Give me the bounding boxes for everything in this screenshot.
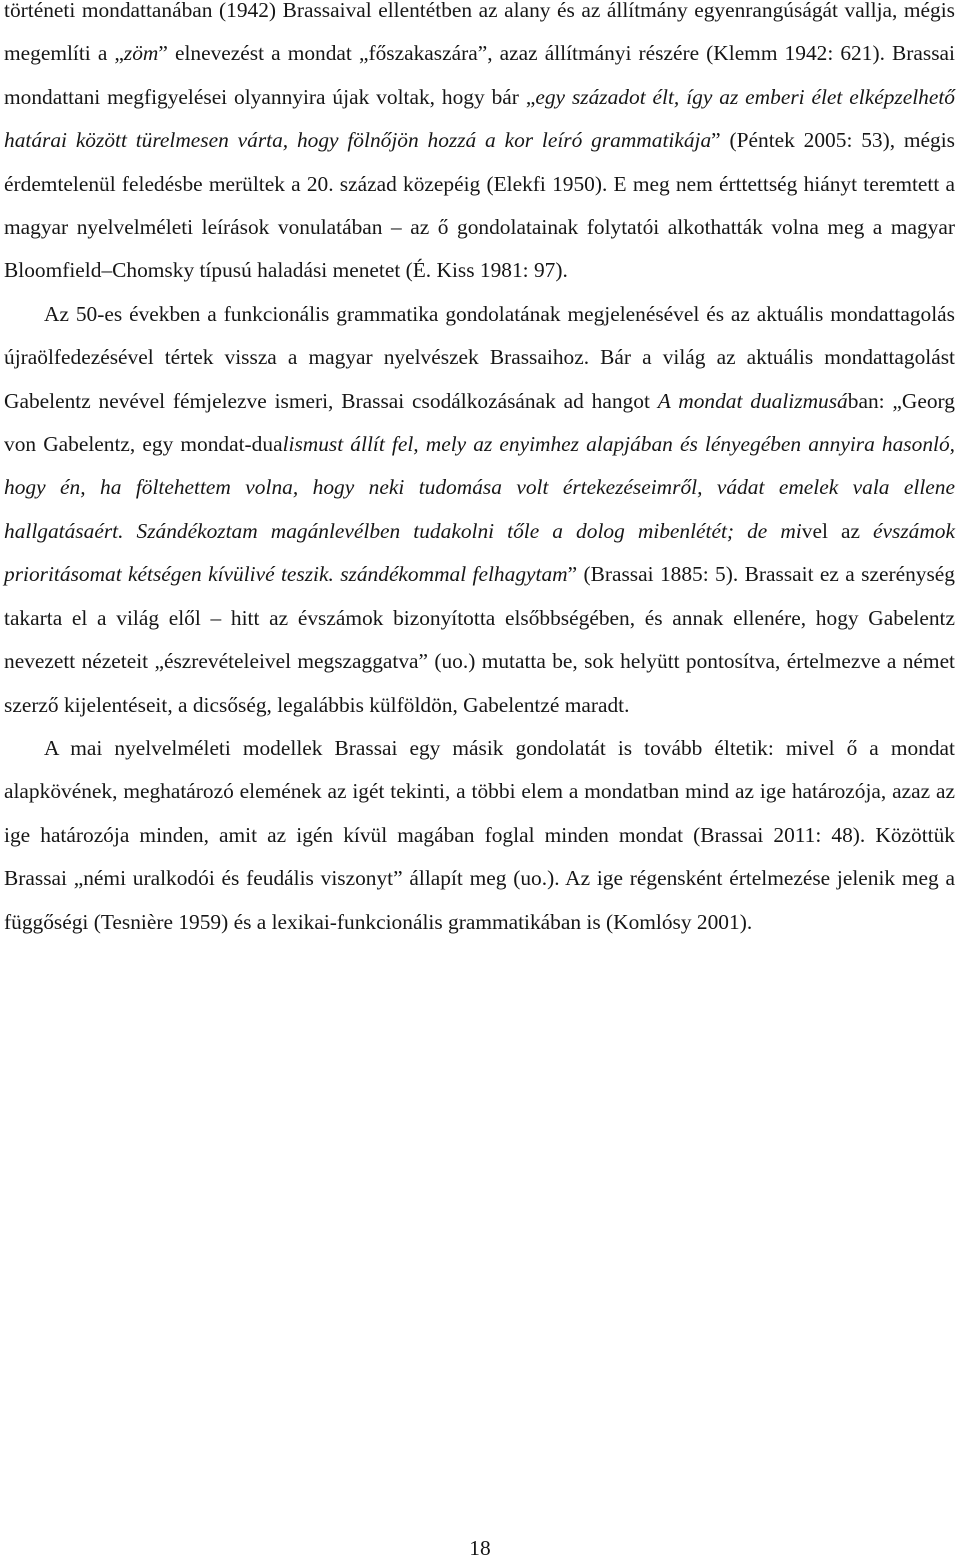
text-run: Az 50-es években a funkcionális grammatika gondolatának megjelenésével és az aktuális mondattagolás újraölfedezésével tértek vissza a magyar nyelvészek Brassaihoz. Bár a világ az aktuális mondattagolást Gabelentz nevével fémjelezve ismeri, Brassai csodálkozásának ad hangot	[4, 301, 955, 413]
italic-text-run: A mondat dualizmusá	[657, 388, 848, 413]
italic-text-run: lismust állít fel, mely az enyimhez alapjában és lényegében annyira hasonló, hogy én, ha föltehettem volna, hogy neki tudomása volt értekezéseimről, vádat emelek vala ellene hallgatásaért. Szándékoztam magánlevélben tudakolni tőle a dolog mibenlétét; de mi	[4, 432, 955, 543]
text-run: ” (Brassai 1885: 5). Brassait ez a szerénység takarta el a világ elől – hitt az évszámok bizonyította elsőbbségében, és annak ellenére, hogy Gabelentz nevezett nézeteit „észrevételeivel megszaggatva” (uo.) mutatta be, sok helyütt pontosítva, értelmezve a német szerző kijelentéseit, a dicsőség, legalábbis külföldön, Gabelentzé maradt.	[4, 562, 955, 717]
body-text	[4, 0, 955, 944]
text-run: ” (Péntek 2005: 53), mégis érdemtelenül feledésbe merültek a 20. század közepéig (Elekfi 1950). E meg nem érttettség hiányt teremtett a magyar nyelvelméleti leírások vonulatában – az ő gondolatainak folytatói alkothatták volna meg a magyar Bloomfield–Chomsky típusú haladási menetet (É. Kiss 1981: 97).	[4, 128, 955, 283]
text-run: A mai nyelvelméleti modellek Brassai egy másik gondolatát is tovább éltetik: mivel ő a mondat alapkövének, meghatározó elemének az igét tekinti, a többi elem a mondatban mind az ige határozója, azaz az ige határozója minden, amit az igén kívül magában foglal minden mondat (Brassai 2011: 48). Közöttük Brassai „némi uralkodói és feudális viszonyt” állapít meg (uo.). Az ige régensként értelmezése jelenik meg a függőségi (Tesnière 1959) és a lexikai-funkcionális grammatikában is (Komlósy 2001).	[4, 735, 955, 934]
paragraph	[4, 293, 955, 727]
text-run: ban: „Georg von Gabelentz, egy mondat-dua	[4, 388, 955, 457]
italic-text-run: évszámok prioritásomat kétségen kívülivé teszik. szándékommal felhagytam	[4, 518, 955, 587]
italic-text-run: egy századot élt, így az emberi élet elképzelhető határai között türelmesen várta, hogy fölnőjön hozzá a kor leíró grammatikája	[4, 84, 955, 153]
text-run: vel az	[801, 518, 874, 543]
italic-text-run: zöm	[123, 41, 159, 66]
paragraph	[4, 0, 955, 293]
paragraph	[4, 727, 955, 944]
page-number: 18	[469, 1536, 491, 1560]
text-run: ” elnevezést a mondat „főszakaszára”, azaz állítmányi részére (Klemm 1942: 621). Brassai mondattani megfigyelései olyannyira újak voltak, hogy bár „	[4, 41, 955, 109]
text-run: történeti mondattanában (1942) Brassaival ellentétben az alany és az állítmány egyenrangúságát vallja, mégis megemlíti a „	[4, 0, 955, 66]
